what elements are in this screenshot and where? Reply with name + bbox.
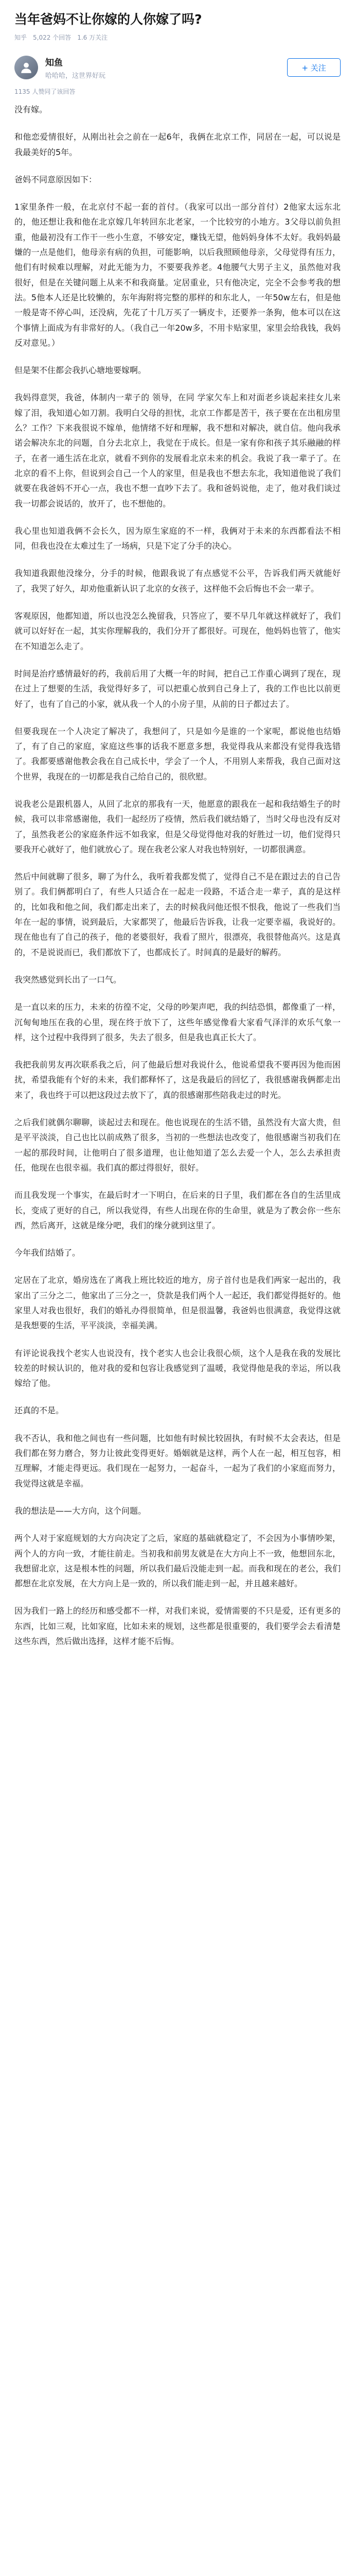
answer-paragraph: 然后中间就聊了很多，聊了为什么，我听着我都发慌了，觉得自己不是在跟过去的自己告别了。我们俩都明白了，有些人只适合在一起走一段路，不适合走一辈子，真的是这样的，比如我和他之间，我们都走出来了，去的时候我问他还恨不恨我，他说了一些我们当年在一起的事情，说到最后，大家都哭了，他最后告诉我，让我一定要幸福，我说好的。现在他也有了自己的孩子，他的老婆很好，我看了照片，很漂亮，我很替他高兴。这是真的，不是说说而已，我们都放下了，也都成长了。时间真的是最好的解药。 xyxy=(14,872,341,957)
answer-paragraph: 我知道我跟他没缘分，分手的时候，他跟我说了有点感觉不公平，告诉我们两天就能好了，我哭了好久，却劝他重新认识了北京的女孩子，这样他不会后悔也不会一辈子。 xyxy=(14,568,341,594)
author-bio: 哈哈哈，这世界好玩 xyxy=(45,72,106,80)
answer-paragraph: 我突然感觉到长出了一口气。 xyxy=(14,974,122,985)
question-title[interactable]: 当年爸妈不让你嫁的人你嫁了吗? xyxy=(14,12,202,27)
answer-paragraph: 我的想法是——大方向，这个问题。 xyxy=(14,1505,147,1516)
answer-paragraph: 之后我们就偶尔聊聊，谈起过去和现在。他也说现在的生活不错，虽然没有大富大贵，但是平平淡淡，自己也比以前成熟了很多，当初的一些想法也改变了，他很感谢当初我们在一起的那段时间，让他明白了很多道理，也让他知道了怎么去爱一个人，怎么去承担责任，他现在也很幸福。我们真的都过得很好，很好。 xyxy=(14,1117,341,1173)
question-source: 知乎 xyxy=(14,34,27,41)
answer-paragraph: 但要我现在一个人决定了解决了，我想问了，只是如今是谁的一个家呢，都说他也结婚了，有了自己的家庭，家庭这些事的话我不愿意多想，我觉得我从来都没有觉得我选错了。我都要感谢他教会我在自己成长中，学会了一个人，不用别人来帮我，我自己面对这个世界，我现在的一切都是我自己给自己的，很欣慰。 xyxy=(14,726,341,782)
answer-paragraph: 1家里条件一般，在北京付不起一套的首付。（我家可以出一部分首付）2他家太远东北的，他还想让我和他在北京嫁几年转回东北老家，一个比较穷的小地方。3父母以前负担重，他最初没有工作干一些小生意，不够安定，赚钱无望，他妈妈身体不太好。我妈妈最嫌的一点是他们，他母亲有病的负担，可能影响，以后我照顾他母亲，父母觉得有压力，他们有时候难以理解，对此无能为力，不要要我养老。4他腰气大男子主义，虽然他对我很好，但是在关键问题上从来不和我商量。定居重业，只有他决定，完全不会参考我的想法。5他本人还是比较懒的，东年海附将完整的那样的和东北人，一年50w左右，但是他一般是寄不停心叫，还没病，先花了十几万买了一辆皮卡，还要养一条狗，他本可以在这个事情上面成为有非常好的人。（我自己一年20w多，不用卡贴家里，家里会给我钱，我妈反对意见。） xyxy=(14,202,341,348)
answer-paragraph: 爸妈不同意原因如下： xyxy=(14,174,97,184)
answer-paragraph: 没有嫁。 xyxy=(14,105,48,114)
answer-paragraph: 今年我们结婚了。 xyxy=(14,1248,81,1258)
author-name[interactable]: 知鱼 xyxy=(45,58,63,68)
author-row xyxy=(0,47,355,82)
answer-body xyxy=(0,97,355,1649)
answer-paragraph: 说我老公是跟机器人，从回了北京的那我有一天，他愿意的跟我在一起和我结婚生子的时候，我可以非常感谢他，我们一起经历了疫情，然后我们就结婚了，当时父母也没有反对了，虽然我老公的家庭条件远不如我家，但是父母觉得他对我的好胜过一切，他们觉得只要我开心就好了，他们就放心了。现在我老公家人对我也特别好，一切都很满意。 xyxy=(14,799,341,854)
answer-paragraph: 是一直以来的压力，未来的彷徨不定，父母的吵架声吧，我的纠结恐惧，都像重了一样，沉甸甸地压在我的心里，现在终于放下了，这些年感觉像看大家看气泽洋的欢乐气象一样，这个过程中我得到了很多，失去了很多，但是我也真正长大了。 xyxy=(14,1002,341,1042)
question-header xyxy=(0,0,355,47)
author-info xyxy=(45,55,287,80)
answer-paragraph: 定居在了北京，婚房选在了离我上班比较近的地方，房子首付也是我们两家一起出的，我家出了三分之二，他家出了三分之一，贷款是我们两个人一起还，我们都觉得挺好的。他家里人对我也很好，我们的婚礼办得很简单，但是很温馨，我爸妈也很满意，我觉得这就是我想要的生活，平平淡淡，幸福美满。 xyxy=(14,1275,341,1331)
answer-paragraph: 而且我发现一个事实，在最后时才一下明白，在后来的日子里，我们都在各自的生活里成长，变成了更好的自己，所以我觉得，有些人出现在你的生命里，就是为了教会你一些东西，然后离开，这就是缘分吧，我们的缘分就到这里了。 xyxy=(14,1190,341,1230)
question-meta xyxy=(14,33,341,42)
answer-paragraph: 客观原因，他都知道，所以也没怎么挽留我，只答应了，要不早几年就这样就好了，我们就可以好好在一起，其实你理解我的，我们分开了都很好。可现在，他妈妈也管了，他实在不知道怎么走了。 xyxy=(14,611,341,651)
answer-paragraph: 还真的不是。 xyxy=(14,1405,64,1416)
answer-paragraph: 有评论说我找个老实人也说没有，找个老实人也会让我很心烦，这个人是我在我的发展比较差的时候认识的，他对我的爱和包容让我感觉到了温暖，我觉得他是我的幸运，所以我嫁给了他。 xyxy=(14,1348,341,1388)
answer-paragraph: 但是架不住都会我扒心塘地要嫁啊。 xyxy=(14,365,147,376)
answer-paragraph: 我妈得意哭，我爸，体制内一辈子的 领导，在同 学家欠车上和对面老乡谈起来挂女儿来嫁了泪，我知道心如刀割。我明白父母的担忧，北京工作都是苦干，孩子要在在出租房里么？工作？下来我很说不嫁单，他情绪不好和理解，我不想和对解决，就自信。他向我承诺会解决东北的问题，自分去北京上，我觉在于成长。但是一家有你和孩子其乐融融的样子，在者一通生活在北京，就看不到你的发展看北京未来的机会。我说了我一辈子了。在北京的看不上你，但说到会自己一个人的家里，但是我也不想去东北，我知道他说了我们就要在我爸妈不开心一点，我也不想一直吵下去了。我和爸妈说他，走了，他对我们谈过我一切都会说话的，放开了，也不想他的。 xyxy=(14,393,341,509)
answer-paragraph: 我把我前男友再次联系我之后，问了他最后想对我说什么，他说希望我不要再因为他而困扰，希望我能有个好的未来，我们都释怀了，这是我最后的回忆了，我很感谢我俩都走出来了，我也终于可以把这段过去放下了，真的很感谢那些陪我走过的时光。 xyxy=(14,1060,341,1100)
answer-count: 5,022 个回答 xyxy=(33,34,72,41)
user-icon xyxy=(20,61,33,74)
answer-paragraph: 两个人对于家庭规划的大方向决定了之后，家庭的基础就稳定了，不会因为小事情吵架，两个人的方向一致，才能往前走。当初我和前男友就是在大方向上不一致，他想回东北，我想留北京，这是根本性的问题，所以我们最后没能走到一起。而我和现在的老公，我们都想在北京发展，在大方向上是一致的，所以我们能走到一起，并且越来越好。 xyxy=(14,1533,341,1589)
upvote-count-note: 1135 人赞同了该回答 xyxy=(14,88,76,95)
answer-paragraph: 和他恋爱情很好，从刚出社会之前在一起6年，我俩在北京工作，同居在一起，可以说是我最美好的5年。 xyxy=(14,132,341,157)
answer-paragraph: 我不否认，我和他之间也有一些问题，比如他有时候比较固执，有时候不太会表达，但是我们都在努力磨合，努力让彼此变得更好。婚姻就是这样，两个人在一起，相互包容，相互理解，才能走得更远。我们现在一起努力，一起奋斗，一起为了我们的小家庭而努力，我觉得这就是幸福。 xyxy=(14,1433,341,1488)
answer-paragraph: 因为我们一路上的经历和感受都不一样，对我们来说，爱情需要的不只是爱，还有更多的东西，比如三观，比如家庭，比如未来的规划，这些都是很重要的，我们要学会去看清楚这些东西，然后做出选择，这样才能不后悔。 xyxy=(14,1606,341,1647)
avatar[interactable] xyxy=(14,56,38,79)
answer-paragraph: 时间是治疗感情最好的药，我前后用了大概一年的时间，把自己工作重心调到了现在，现在过上了想要的生活，我觉得好多了，可以把重心放到自己身上了，我的工作也比以前更好了，也有了自己的小家，就从我一个人的小房子里，从前的日子都过去了。 xyxy=(14,668,341,709)
follow-button[interactable]: + 关注 xyxy=(287,58,341,77)
follower-count: 1.6 万关注 xyxy=(77,34,108,41)
answer-paragraph: 我心里也知道我俩不会长久，因为原生家庭的不一样，我俩对于未来的东西都看法不相同，但我也没在太难过生了一场病，只是下定了分手的决心。 xyxy=(14,526,341,551)
